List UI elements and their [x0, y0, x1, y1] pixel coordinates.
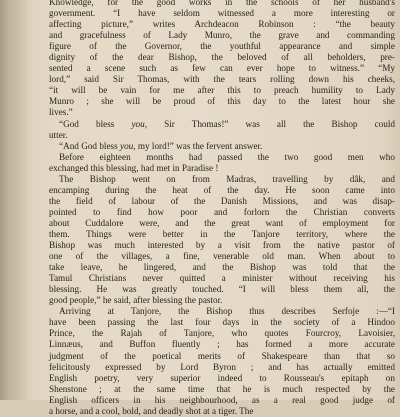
text-line: “it will be vain for me after this to preach humility to Lady — [49, 85, 395, 96]
text-line: dignity of the dear Bishop, the beloved of all beholders, pre- — [49, 52, 395, 63]
paragraph-3 — [49, 152, 395, 174]
text-line: sented a scene such as few can ever hope to witness.” “My — [49, 63, 395, 74]
text-line: “And God bless you, my lord!” was the fervent answer. — [59, 140, 263, 151]
text-line: Munro ; she will be proud of this day to the latest hour she — [49, 96, 395, 107]
text-line: felicitously expressed by Lord Byron ; and has actually emitted — [49, 361, 395, 372]
text-line: Before eighteen months had passed the two good men who — [59, 151, 395, 162]
text-line: Arriving at Tanjore, the Bishop thus describes Serfoje :—“I — [59, 306, 395, 317]
text-line: Shenstone ; at the same time that he is much respected by the — [49, 383, 395, 394]
text-line: Prince, the Rajah of Tanjore, who quotes Fourcroy, Lavoisier, — [49, 328, 395, 339]
paragraph-1 — [49, 119, 395, 141]
paragraph-2 — [49, 141, 395, 152]
text-line: “God bless you, Sir Thomas!” was all the Bishop could — [59, 118, 395, 129]
text-line: have been passing the last four days in the society of a Hindoo — [49, 317, 395, 328]
text-line: one of the villages, a fine, venerable old man. When about to — [49, 251, 395, 262]
text-line: lives.” — [49, 107, 73, 118]
paragraph-5 — [49, 306, 395, 416]
text-line: affecting picture,” writes Archdeacon Robinson : “the beauty — [49, 19, 395, 30]
text-line: good people,” he said, after blessing the pastor. — [49, 295, 223, 306]
page-text-body — [49, 0, 395, 416]
text-line: The Bishop went on from Madras, travelling by dâk, and — [59, 173, 395, 184]
text-line: English officers in his neighbourhood, as a real good judge of — [49, 394, 395, 405]
text-line: Knowledge, for the good works in the schools of her husband's — [49, 0, 395, 7]
text-line: a horse, and a cool, bold, and deadly shot at a tiger. The — [49, 405, 254, 416]
text-line: about Cuddalore were, and the great want of employment for — [49, 217, 395, 228]
text-line: English poetry, very superior indeed to Rousseau's epitaph on — [49, 372, 395, 383]
text-line: Linnæus, and Buffon fluently ; has formed a more accurate — [49, 339, 395, 350]
text-line: exchanged this blessing, had met in Paradise ! — [49, 162, 219, 173]
text-line: encamping during the heat of the day. He soon came into — [49, 184, 395, 195]
text-line: take leave, he lingered, and the Bishop was told that the — [49, 262, 395, 273]
text-line: judgment of the poetical merits of Shakespeare than that so — [49, 350, 395, 361]
text-line: them. Things were better in the Tanjore territory, where the — [49, 228, 395, 239]
text-line: blessing. He was greatly touched. “I will bless them all, the — [49, 284, 395, 295]
text-line: pointed to find how poor and forlorn the Christian converts — [49, 206, 395, 217]
text-line: lord,” said Sir Thomas, with the tears rolling down his cheeks, — [49, 74, 395, 85]
paragraph-4 — [49, 174, 395, 307]
book-gutter-shadow — [0, 0, 30, 400]
text-line: utter. — [49, 129, 68, 140]
text-line: figure of the Governor, the youthful appearance and simple — [49, 41, 395, 52]
text-line: and gracefulness of Lady Munro, the grave and commanding — [49, 30, 395, 41]
text-line: Bishop was much interested by a visit from the native pastor of — [49, 240, 395, 251]
text-line: the field of labour of the Danish Missions, and was disap- — [49, 195, 395, 206]
paragraph-0 — [49, 0, 395, 119]
text-line: Tamul Christians never quitted a minister without receiving his — [49, 273, 395, 284]
text-line: government. “I have seldom witnessed a more interesting or — [49, 8, 395, 19]
